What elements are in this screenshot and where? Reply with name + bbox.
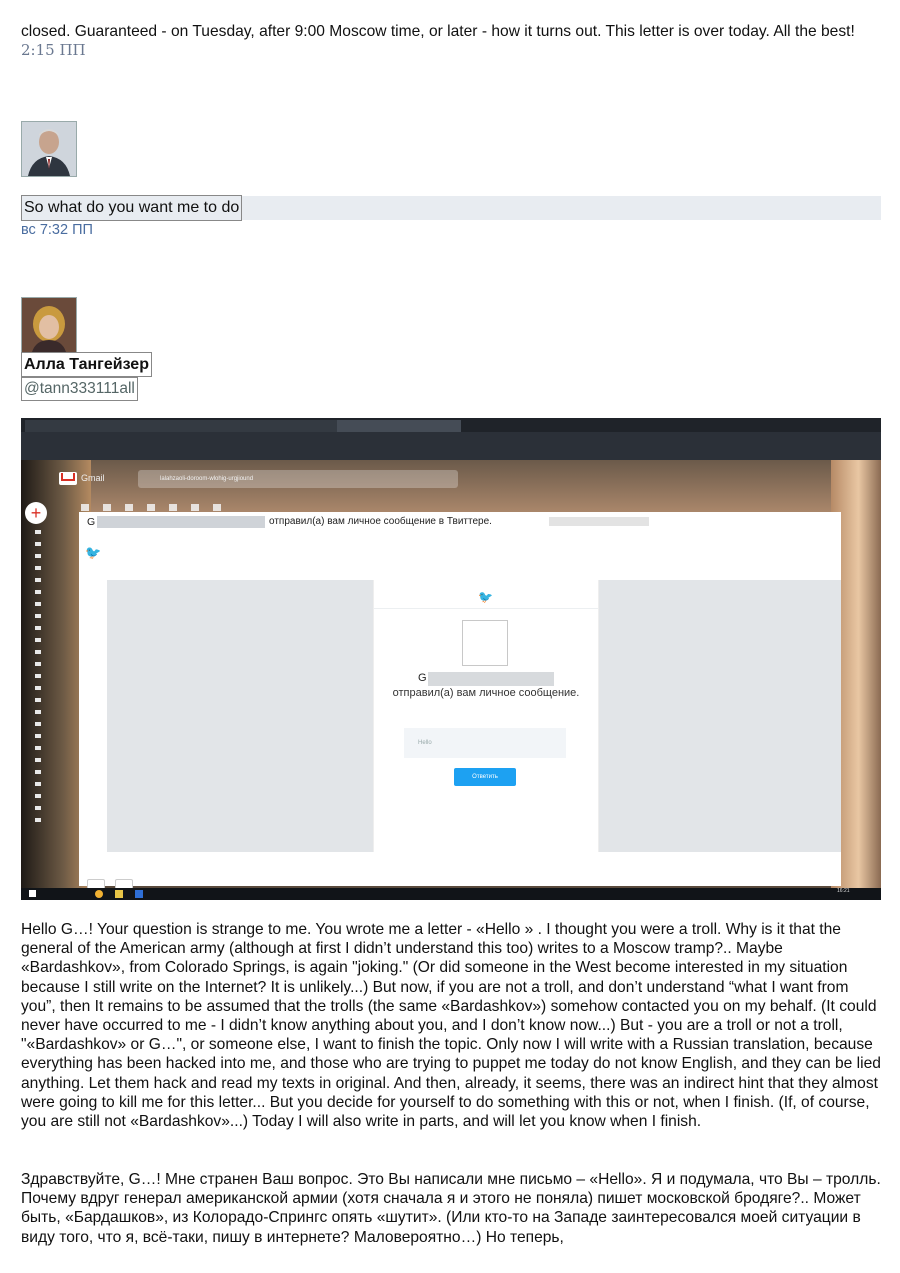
browser-tab	[129, 420, 243, 432]
email-subject: отправил(а) вам личное сообщение в Твиттере.	[269, 516, 492, 527]
profile-handle[interactable]: @tann333111all	[21, 377, 138, 401]
english-paragraph: Hello G…! Your question is strange to me. You wrote me a letter - «Hello » . I thought you were a troll. Why is it that the general of the American army (although at first I didn’t understand this too) writes to a Moscow tramp?.. Maybe «Bardashkov», from Colorado Springs, is again "joking." (Or did someone in the West become interested in my situation because I still write on the Internet? It is unlikely...) But now, if you are not a troll, and don’t understand “what I want from you”, then It remains to be assumed that the trolls (the same «Bardashkov») somehow contacted you on my behalf. (It could never have occurred to me - I didn’t know anything about you, and I don’t know now...) But - you are a troll or not a troll, "«Bardashkov» or G…", or someone else, I want to finish the topic. Only now I will write with a Russian translation, because everything has been hacked into me, and those who are trying to puppet me today do not know English, and they can be lied anything. Let them hack and read my texts in original. And then, already, it seems, there was an indirect hint that they almost were going to kill me for this letter... But you decide for yourself to do something with this or not, when I finish. (If, of course, you are still not «Bardashkov»...) Today I will also write in parts, and will let you know when I finish.	[21, 921, 881, 1131]
email-margin-right	[597, 580, 841, 852]
previous-message-time: 2:15 ПП	[21, 41, 86, 60]
sender-avatar[interactable]	[21, 121, 77, 177]
folder-icon	[115, 890, 123, 898]
taskbar-clock: 16:21	[837, 888, 850, 894]
card-divider	[374, 608, 598, 609]
browser-tab-strip	[21, 418, 881, 432]
avatar-photo-icon	[22, 122, 76, 176]
compose-plus-icon: +	[25, 502, 47, 524]
gmail-label: Gmail	[81, 473, 105, 483]
email-margin-left	[107, 580, 373, 852]
twitter-bird-icon: 🐦	[85, 545, 102, 560]
chrome-icon	[95, 890, 103, 898]
browser-tab-active	[337, 420, 461, 432]
card-reply-button: Ответить	[454, 768, 516, 786]
twitter-notification-card	[373, 580, 599, 852]
avatar-photo-icon	[22, 298, 76, 352]
browser-tab	[233, 420, 347, 432]
message-time: вс 7:32 ПП	[21, 222, 93, 238]
card-hello-field: Hello	[404, 728, 566, 758]
profile-name[interactable]: Алла Тангейзер	[21, 352, 152, 377]
gmail-logo-icon	[59, 472, 77, 485]
sidebar-icons	[35, 530, 41, 830]
card-sender-initial: G	[418, 672, 427, 684]
profile-avatar[interactable]	[21, 297, 77, 353]
windows-start-icon	[29, 890, 36, 897]
card-message: отправил(а) вам личное сообщение.	[392, 687, 580, 699]
redacted-name	[97, 516, 265, 528]
mail-toolbar	[81, 498, 841, 510]
browser-address-bar	[21, 432, 881, 450]
redacted-name	[428, 672, 554, 686]
browser-url	[91, 436, 791, 446]
email-view	[79, 512, 841, 886]
gmail-header	[21, 468, 881, 490]
gmail-search-field: lalahzaoli-doroom-wlohig-urgjiound	[138, 470, 458, 488]
broken-image-icon	[462, 620, 508, 666]
email-label-chip	[549, 517, 649, 526]
twitter-bird-icon: 🐦	[478, 590, 493, 604]
previous-message-text	[21, 22, 881, 60]
app-icon	[135, 890, 143, 898]
russian-paragraph: Здравствуйте, G…! Мне странен Ваш вопрос. Это Вы написали мне письмо – «Hello». Я и подумала, что Вы – тролль. Почему вдруг генерал американской армии (хотя сначала я и этого не поняла) пишет московской бродяге?.. Может быть, «Бардашков», из Колорадо-Спрингс опять «шутит». (Или кто-то на Западе заинтересовался моей ситуации в виду того, что я, всё-таки, пишу в интернете? Маловероятно…) Но теперь,	[21, 1171, 881, 1246]
message-bubble[interactable]: So what do you want me to do	[21, 195, 242, 221]
browser-tab	[25, 420, 139, 432]
email-subject-prefix: G	[87, 516, 96, 528]
previous-message-body: closed. Guaranteed - on Tuesday, after 9:00 Moscow time, or later - how it turns out. This letter is over today. All the best!	[21, 23, 855, 40]
embedded-screenshot[interactable]	[21, 418, 881, 900]
windows-taskbar	[21, 888, 881, 900]
bookmarks-bar	[21, 450, 881, 460]
